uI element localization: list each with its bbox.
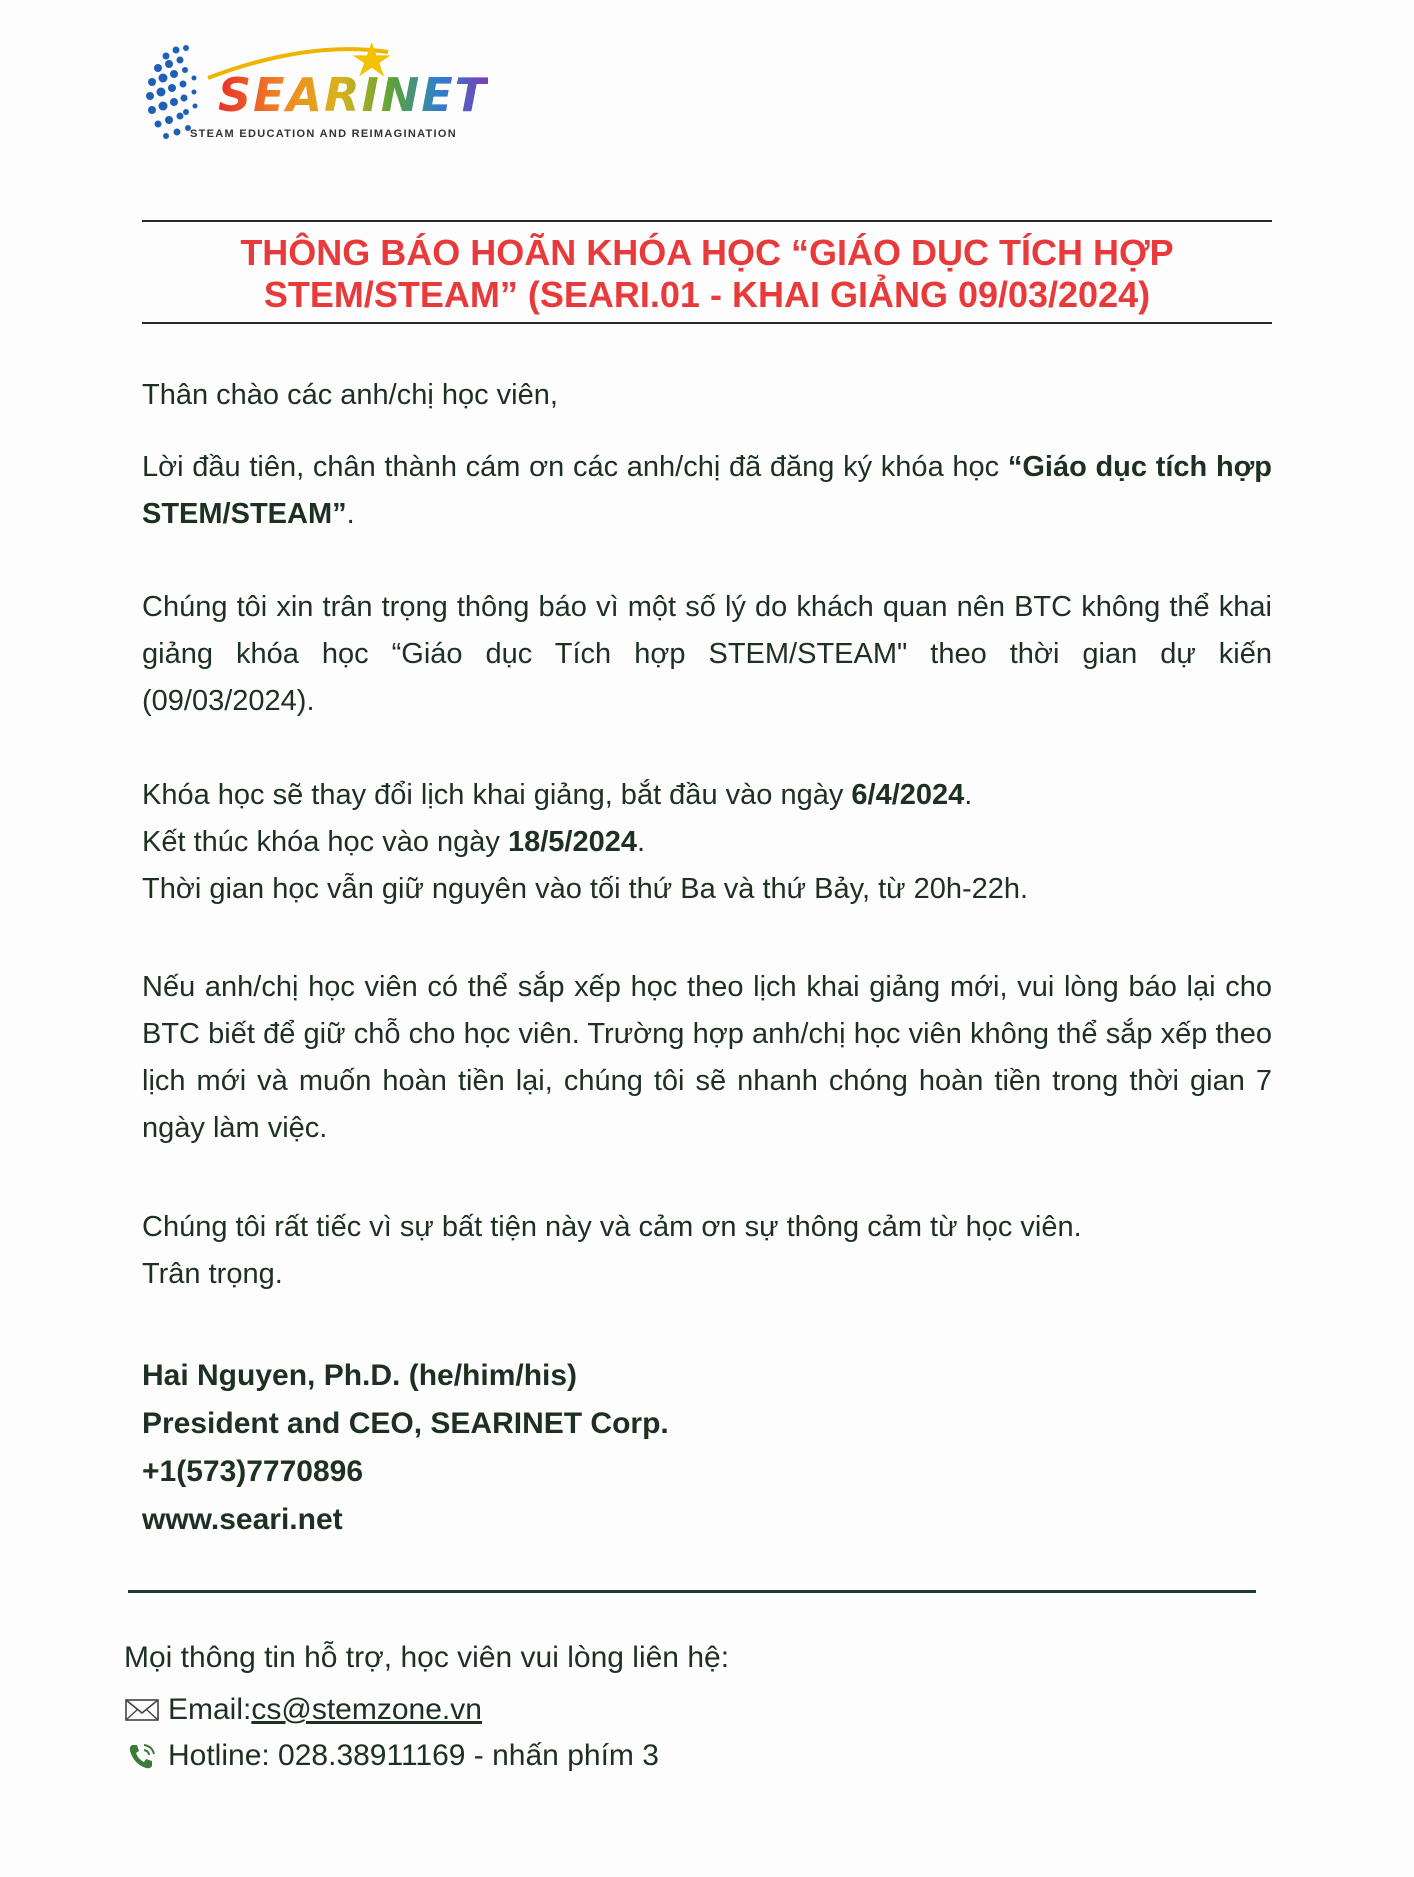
logo-wordmark: SEARINET xyxy=(218,68,488,122)
email-link[interactable]: cs@stemzone.vn xyxy=(251,1693,482,1726)
hotline-text[interactable]: Hotline: 028.38911169 - nhấn phím 3 xyxy=(168,1739,659,1772)
support-block xyxy=(124,1635,729,1779)
schedule-paragraph xyxy=(142,772,1272,913)
envelope-icon xyxy=(124,1695,160,1725)
support-email-line xyxy=(124,1687,729,1733)
support-hotline-line xyxy=(124,1733,729,1779)
closing: Trân trọng. xyxy=(142,1258,283,1290)
apology: Chúng tôi rất tiếc vì sự bất tiện này và cảm ơn sự thông cảm từ học viên. xyxy=(142,1211,1082,1243)
start-date: 6/4/2024 xyxy=(851,779,965,811)
greeting: Thân chào các anh/chị học viên, xyxy=(142,379,558,411)
title-line-1: THÔNG BÁO HOÃN KHÓA HỌC “GIÁO DỤC TÍCH HỢP xyxy=(240,232,1174,273)
searinet-logo xyxy=(138,38,488,158)
page-title xyxy=(142,232,1272,316)
end-prefix: Kết thúc khóa học vào ngày xyxy=(142,826,508,858)
footer-divider xyxy=(128,1590,1256,1593)
thanks-prefix: Lời đầu tiên, chân thành cám ơn các anh/chị đã đăng ký khóa học xyxy=(142,451,1008,483)
phone-icon xyxy=(124,1741,160,1771)
thanks-suffix: . xyxy=(346,498,355,530)
notice-paragraph: Chúng tôi xin trân trọng thông báo vì một số lý do khách quan nên BTC không thể khai giảng khóa học “Giáo dục Tích hợp STEM/STEAM" theo thời gian dự kiến (09/03/2024). xyxy=(142,591,1272,717)
logo-tagline: STEAM EDUCATION AND REIMAGINATION xyxy=(190,128,457,140)
end-date: 18/5/2024 xyxy=(507,826,637,858)
course-name: “Giáo dục tích hợp STEM/STEAM” xyxy=(142,451,1273,530)
signer-phone: +1(573)7770896 xyxy=(142,1455,364,1488)
title-top-rule xyxy=(142,220,1272,222)
signer-role: President and CEO, SEARINET Corp. xyxy=(142,1407,669,1440)
signature-block xyxy=(142,1352,669,1544)
class-time: Thời gian học vẫn giữ nguyên vào tối thứ Ba và thứ Bảy, từ 20h-22h. xyxy=(142,873,1029,905)
signer-name: Hai Nguyen, Ph.D. (he/him/his) xyxy=(142,1359,578,1392)
start-prefix: Khóa học sẽ thay đổi lịch khai giảng, bắt đầu vào ngày xyxy=(142,779,852,811)
thanks-paragraph xyxy=(142,444,1272,538)
title-bottom-rule xyxy=(142,322,1272,324)
email-label: Email: xyxy=(168,1693,252,1726)
closing-paragraph xyxy=(142,1204,1272,1298)
support-intro: Mọi thông tin hỗ trợ, học viên vui lòng liên hệ: xyxy=(124,1641,730,1674)
signer-website[interactable]: www.seari.net xyxy=(142,1503,343,1536)
start-suffix: . xyxy=(964,779,973,811)
title-line-2: STEM/STEAM” (SEARI.01 - KHAI GIẢNG 09/03/2024) xyxy=(263,274,1151,315)
end-suffix: . xyxy=(637,826,646,858)
refund-paragraph: Nếu anh/chị học viên có thể sắp xếp học theo lịch khai giảng mới, vui lòng báo lại cho BTC biết để giữ chỗ cho học viên. Trường hợp anh/chị học viên không thể sắp xếp theo lịch mới và muốn hoàn tiền lại, chúng tôi sẽ nhanh chóng hoàn tiền trong thời gian 7 ngày làm việc. xyxy=(142,971,1272,1144)
